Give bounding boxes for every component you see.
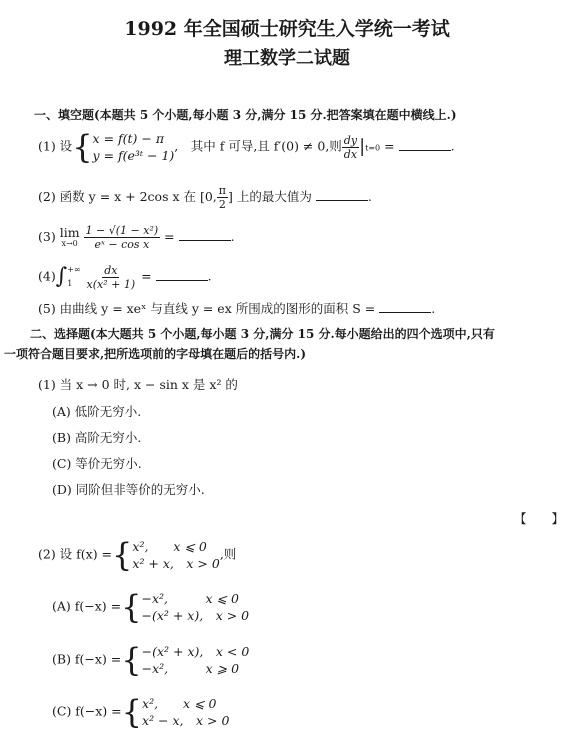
q3-prefix: (3) (38, 229, 56, 244)
q1-mid: , 其中 f 可导,且 f′(0) ≠ 0,则 (174, 138, 342, 154)
q4-prefix: (4) (38, 268, 56, 284)
q4-den: x(x² + 1) (86, 277, 136, 291)
q3-limit (59, 224, 80, 249)
choice-option-c: (C) 等价无穷小. (52, 456, 142, 471)
q2-def-1: x², x ⩽ 0 (132, 539, 207, 554)
choice-option-b: (B) 高阶无穷小. (52, 430, 142, 445)
q4-num: dx (104, 263, 118, 277)
answer-blank (156, 270, 208, 281)
q2-a-1: −x², x ⩽ 0 (141, 591, 239, 606)
q2-definition (132, 538, 219, 572)
q2-a-2: −(x² + x), x > 0 (141, 608, 250, 623)
q2-c-2: x² − x, x > 0 (142, 713, 230, 728)
left-brace-icon: { (121, 588, 142, 626)
q2-text-a: (2) 函数 y = x + 2cos x 在 [0, (38, 189, 217, 204)
q2-c-label: (C) f(−x) = (52, 703, 122, 719)
q2-b-system (142, 643, 250, 677)
page-subtitle: 理工数学二试题 (224, 48, 350, 69)
q3-lim: lim (59, 224, 80, 240)
q1-system (93, 130, 175, 164)
q2-b-1: −(x² + x), x < 0 (141, 644, 250, 659)
answer-blank (316, 190, 368, 201)
q4-limits (67, 263, 80, 291)
q2-c-system (142, 695, 229, 729)
q1-equals: = (384, 138, 395, 154)
q1-eq2: y = f(e³ᵗ − 1) (92, 148, 175, 163)
fill-question-2: (2) 函数 y = x + 2cos x 在 [0, $\frac{\pi}{2}$ ] 上的最大值为 . (38, 184, 372, 211)
choice-q2-option-a (52, 590, 249, 624)
left-brace-icon: { (72, 128, 93, 166)
q3-num: 1 − √(1 − x²) (85, 224, 159, 237)
q3-fraction (84, 224, 161, 251)
section2-heading-line1: 二、选择题(本大题共 5 个小题,每小题 3 分,满分 15 分.每小题给出的四个选项中,只有 (30, 327, 495, 341)
answer-bracket: 【 】 (514, 511, 565, 526)
choice-question-2-stem (38, 538, 236, 572)
q2-a-system (141, 590, 249, 624)
q2-def-after: ,则 (219, 546, 237, 562)
section1-heading: 一、填空题(本题共 5 个小题,每小题 3 分,满分 15 分.把答案填在题中横线上.) (34, 108, 457, 122)
q2-frac-num: π (218, 184, 227, 197)
q1-deriv-den: dx (343, 147, 358, 161)
q5-text: (5) 由曲线 y = xeˣ 与直线 y = ex 所围成的图形的面积 S = (38, 301, 376, 316)
integral-icon: ∫ (55, 264, 68, 289)
q1-prefix: (1) 设 (38, 138, 73, 154)
page-title: 1992 年全国硕士研究生入学统一考试 (124, 18, 450, 40)
q3-equals: = (164, 229, 175, 244)
fill-question-5: (5) 由曲线 y = xeˣ 与直线 y = ex 所围成的图形的面积 S = . (38, 301, 436, 316)
q4-fraction (85, 264, 138, 291)
q3-den: eˣ − cos x (94, 238, 150, 251)
q2-def-2: x² + x, x > 0 (132, 556, 220, 571)
q4-upper: +∞ (67, 265, 81, 274)
q3-lim-sub: x→0 (61, 238, 78, 248)
q2-frac-den: 2 (218, 198, 226, 211)
q4-lower: 1 (67, 279, 73, 288)
q2-fraction (217, 184, 228, 211)
q2-text-b: ] 上的最大值为 (228, 189, 312, 204)
choice-q2-option-b (52, 643, 249, 677)
fill-question-1: (1) 设{ x = f(t) − π y = f(e³ᵗ − 1) , 其中 f 可导,且 f′(0) ≠ 0,则 $\frac{dy}{dx}$ |t=0 = . (38, 128, 455, 166)
answer-blank (179, 230, 231, 241)
left-brace-icon: { (121, 693, 143, 731)
q2-a-label: (A) f(−x) = (52, 598, 122, 614)
choice-option-a: (A) 低阶无穷小. (52, 404, 142, 419)
left-brace-icon: { (112, 536, 133, 574)
q1-derivative (342, 134, 359, 161)
q4-equals: = (141, 268, 152, 284)
choice-option-d: (D) 同阶但非等价的无穷小. (52, 482, 205, 497)
answer-blank (399, 140, 451, 151)
q2-def-prefix: (2) 设 f(x) = (38, 546, 113, 562)
q1-deriv-num: dy (343, 133, 358, 147)
fill-question-4: (4)∫ +∞ 1 $\frac{dx}{\text{x(x² + 1)}}$ = . (38, 263, 212, 291)
q2-b-label: (B) f(−x) = (52, 651, 122, 667)
answer-blank (379, 302, 431, 313)
choice-q2-option-c (52, 695, 229, 729)
q1-eq1: x = f(t) − π (92, 131, 165, 146)
section2-heading-line2: 一项符合题目要求,把所选项前的字母填在题后的括号内.) (4, 347, 307, 361)
q1-eval-at: t=0 (365, 143, 381, 153)
q2-b-2: −x², x ⩾ 0 (141, 661, 240, 676)
fill-question-3: (3) lim x→0 $\frac{\text{1 − √(1 − x²)}}{\text{eˣ − cos x}}$ = . (38, 224, 235, 251)
left-brace-icon: { (121, 641, 142, 679)
choice-question-1-stem: (1) 当 x → 0 时, x − sin x 是 x² 的 (38, 377, 238, 392)
q2-c-1: x², x ⩽ 0 (142, 696, 217, 711)
